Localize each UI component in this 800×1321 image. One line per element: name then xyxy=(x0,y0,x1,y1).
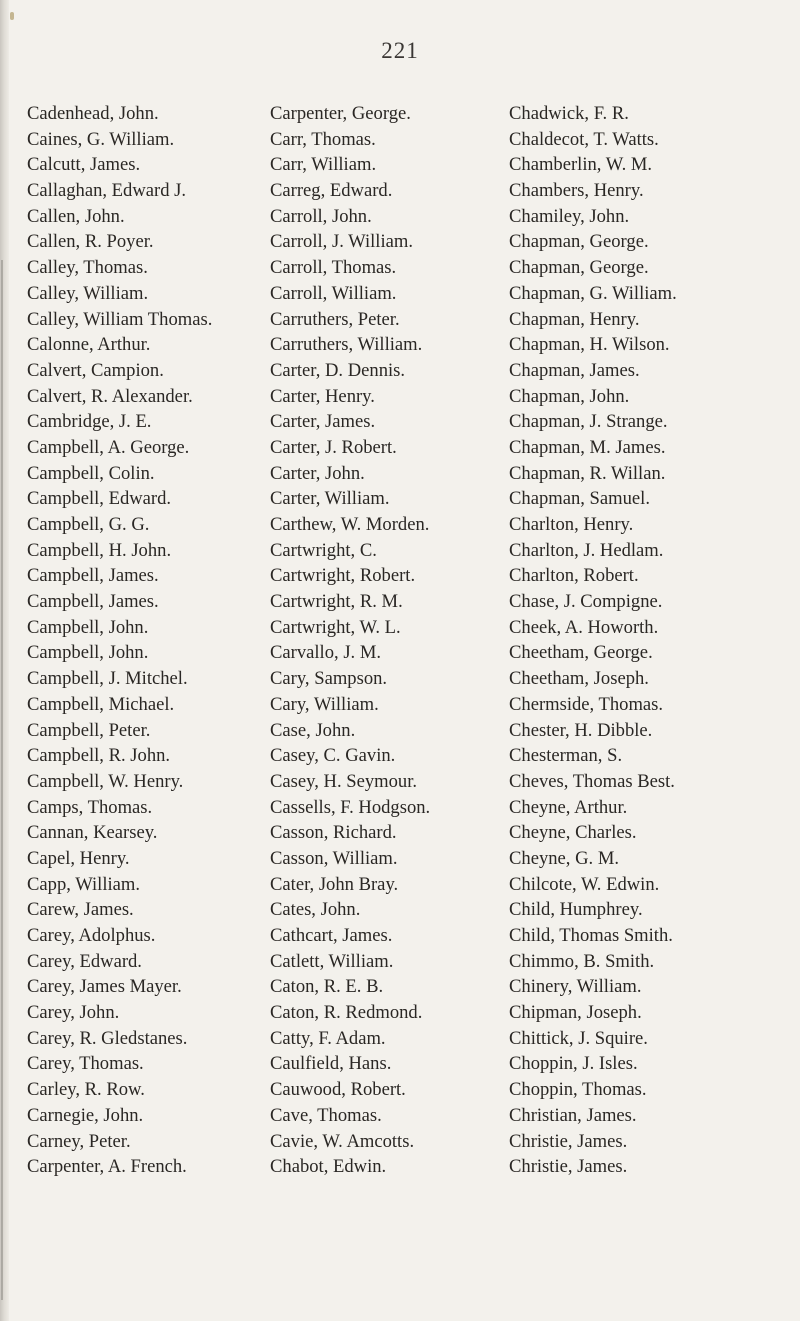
name-entry: Cheyne, Arthur. xyxy=(509,796,628,818)
name-entry: Carvallo, J. M. xyxy=(270,642,382,664)
name-entry: Cheyne, Charles. xyxy=(509,822,637,844)
name-entry: Caton, R. Redmond. xyxy=(270,1002,423,1024)
name-entry: Campbell, G. G. xyxy=(27,514,150,535)
name-entry: Calvert, Campion. xyxy=(27,359,164,381)
name-entry: Christie, James. xyxy=(509,1156,628,1178)
name-column-3 xyxy=(509,101,799,1180)
name-entry: Calvert, R. Alexander. xyxy=(27,385,193,407)
name-entry: Chapman, Samuel. xyxy=(509,488,650,510)
name-entry: Cavie, W. Amcotts. xyxy=(270,1130,415,1152)
name-entry: Campbell, John. xyxy=(27,642,149,664)
name-entry: Caulfield, Hans. xyxy=(270,1053,392,1075)
name-entry: Chester, H. Dibble. xyxy=(509,719,653,741)
name-entry: Carter, John. xyxy=(270,462,365,484)
name-entry: Chapman, James. xyxy=(509,359,640,381)
name-entry: Cartwright, Robert. xyxy=(270,565,416,587)
name-entry: Chamiley, John. xyxy=(509,205,630,227)
name-entry: Carnegie, John. xyxy=(27,1104,144,1126)
name-entry: Cheetham, George. xyxy=(509,642,653,664)
name-entry: Callaghan, Edward J. xyxy=(27,180,187,202)
name-entry: Carroll, William. xyxy=(270,282,397,304)
name-entry: Chapman, H. Wilson. xyxy=(509,334,670,356)
name-entry: Callen, John. xyxy=(27,205,125,227)
name-entry: Charlton, Henry. xyxy=(509,514,634,535)
name-entry: Carruthers, William. xyxy=(270,334,423,356)
name-entry: Capel, Henry. xyxy=(27,847,130,869)
name-entry: Cartwright, R. M. xyxy=(270,591,403,613)
name-entry: Casey, H. Seymour. xyxy=(270,770,418,792)
name-entry: Cartwright, C. xyxy=(270,539,377,561)
name-entry: Casey, C. Gavin. xyxy=(270,745,396,767)
name-entry: Choppin, Thomas. xyxy=(509,1079,647,1101)
name-entry: Christie, James. xyxy=(509,1130,628,1152)
name-entry: Chinery, William. xyxy=(509,976,642,998)
name-entry: Carroll, John. xyxy=(270,205,372,227)
name-entry: Chittick, J. Squire. xyxy=(509,1027,648,1049)
name-entry: Chambers, Henry. xyxy=(509,180,644,202)
binding-edge-line xyxy=(1,260,3,1300)
name-entry: Chilcote, W. Edwin. xyxy=(509,873,660,895)
name-entry: Campbell, James. xyxy=(27,565,159,587)
name-entry: Cater, John Bray. xyxy=(270,873,399,895)
name-entry: Cauwood, Robert. xyxy=(270,1079,406,1101)
name-entry: Carley, R. Row. xyxy=(27,1079,145,1101)
name-entry: Calley, William Thomas. xyxy=(27,308,213,330)
name-entry: Cannan, Kearsey. xyxy=(27,822,158,844)
name-entry: Chapman, George. xyxy=(509,257,649,279)
name-entry: Cartwright, W. L. xyxy=(270,616,401,638)
name-entry: Carruthers, Peter. xyxy=(270,308,400,330)
name-entry: Cheetham, Joseph. xyxy=(509,668,649,690)
name-entry: Cary, Sampson. xyxy=(270,668,388,690)
name-entry: Cassells, F. Hodgson. xyxy=(270,796,431,818)
name-entry: Camps, Thomas. xyxy=(27,796,153,818)
name-entry: Chesterman, S. xyxy=(509,745,623,767)
name-entry: Casson, Richard. xyxy=(270,822,397,844)
name-entry: Cave, Thomas. xyxy=(270,1104,382,1126)
name-entry: Charlton, Robert. xyxy=(509,565,639,587)
name-entry: Chaldecot, T. Watts. xyxy=(509,128,659,150)
name-entry: Campbell, W. Henry. xyxy=(27,770,184,792)
name-entry: Carr, William. xyxy=(270,154,377,176)
name-entry: Carney, Peter. xyxy=(27,1130,131,1152)
name-entry: Carter, D. Dennis. xyxy=(270,359,406,381)
name-entry: Carey, Edward. xyxy=(27,950,142,972)
name-entry: Carter, James. xyxy=(270,411,376,433)
name-entry: Casson, William. xyxy=(270,847,398,869)
name-entry: Cambridge, J. E. xyxy=(27,411,152,433)
name-entry: Chase, J. Compigne. xyxy=(509,591,663,613)
name-entry: Calley, Thomas. xyxy=(27,257,148,279)
page-number: 221 xyxy=(381,38,419,63)
name-entry: Capp, William. xyxy=(27,873,141,895)
name-entry: Christian, James. xyxy=(509,1104,637,1126)
name-entry: Cheek, A. Howorth. xyxy=(509,616,659,638)
name-entry: Chapman, Henry. xyxy=(509,308,640,330)
name-entry: Choppin, J. Isles. xyxy=(509,1053,638,1075)
name-entry: Chermside, Thomas. xyxy=(509,693,664,715)
name-entry: Charlton, J. Hedlam. xyxy=(509,539,664,561)
name-entry: Campbell, R. John. xyxy=(27,745,171,767)
name-entry: Campbell, John. xyxy=(27,616,149,638)
name-entry: Cathcart, James. xyxy=(270,925,393,946)
name-column-2 xyxy=(270,101,510,1180)
name-entry: Cates, John. xyxy=(270,899,361,921)
name-entry: Child, Thomas Smith. xyxy=(509,925,673,946)
name-entry: Campbell, Michael. xyxy=(27,693,175,715)
name-entry: Calonne, Arthur. xyxy=(27,334,151,356)
name-entry: Carter, William. xyxy=(270,488,390,510)
name-entry: Carpenter, George. xyxy=(270,103,411,124)
name-entry: Chamberlin, W. M. xyxy=(509,154,653,176)
name-entry: Cheyne, G. M. xyxy=(509,847,620,869)
name-entry: Child, Humphrey. xyxy=(509,899,643,921)
name-entry: Carey, James Mayer. xyxy=(27,976,182,998)
name-entry: Chapman, J. Strange. xyxy=(509,411,668,433)
name-entry: Calley, William. xyxy=(27,282,149,304)
name-entry: Chapman, R. Willan. xyxy=(509,462,666,484)
name-entry: Chapman, G. William. xyxy=(509,282,677,304)
name-entry: Campbell, Edward. xyxy=(27,488,172,510)
name-entry: Chapman, George. xyxy=(509,231,649,253)
name-column-1 xyxy=(27,101,272,1180)
name-entry: Carter, J. Robert. xyxy=(270,436,397,458)
name-entry: Calcutt, James. xyxy=(27,154,141,176)
name-entry: Campbell, H. John. xyxy=(27,539,172,561)
name-entry: Catty, F. Adam. xyxy=(270,1027,386,1049)
name-entry: Carr, Thomas. xyxy=(270,128,376,150)
name-entry: Carthew, W. Morden. xyxy=(270,514,430,535)
name-entry: Campbell, James. xyxy=(27,591,159,613)
name-entry: Chapman, John. xyxy=(509,385,630,407)
name-entry: Catlett, William. xyxy=(270,950,394,972)
name-entry: Carroll, J. William. xyxy=(270,231,413,253)
name-entry: Campbell, Colin. xyxy=(27,462,155,484)
name-entry: Carreg, Edward. xyxy=(270,180,393,202)
name-entry: Chapman, M. James. xyxy=(509,436,666,458)
name-entry: Chimmo, B. Smith. xyxy=(509,950,655,972)
name-entry: Carey, Adolphus. xyxy=(27,925,156,946)
name-entry: Chadwick, F. R. xyxy=(509,103,629,124)
name-entry: Callen, R. Poyer. xyxy=(27,231,154,253)
name-entry: Carroll, Thomas. xyxy=(270,257,397,279)
name-entry: Carter, Henry. xyxy=(270,385,375,407)
name-entry: Carey, Thomas. xyxy=(27,1053,144,1075)
name-entry: Campbell, J. Mitchel. xyxy=(27,668,188,690)
name-entry: Carew, James. xyxy=(27,899,134,921)
name-entry: Case, John. xyxy=(270,719,356,741)
name-entry: Chabot, Edwin. xyxy=(270,1156,387,1178)
name-entry: Campbell, Peter. xyxy=(27,719,151,741)
name-entry: Carey, R. Gledstanes. xyxy=(27,1027,188,1049)
name-entry: Carpenter, A. French. xyxy=(27,1156,187,1178)
name-entry: Campbell, A. George. xyxy=(27,436,190,458)
name-entry: Cadenhead, John. xyxy=(27,103,159,124)
name-entry: Carey, John. xyxy=(27,1002,120,1024)
name-entry: Chipman, Joseph. xyxy=(509,1002,642,1024)
name-entry: Caton, R. E. B. xyxy=(270,976,384,998)
name-entry: Caines, G. William. xyxy=(27,128,175,150)
name-entry: Cheves, Thomas Best. xyxy=(509,770,675,792)
page-corner-mark xyxy=(10,12,14,20)
name-entry: Cary, William. xyxy=(270,693,379,715)
